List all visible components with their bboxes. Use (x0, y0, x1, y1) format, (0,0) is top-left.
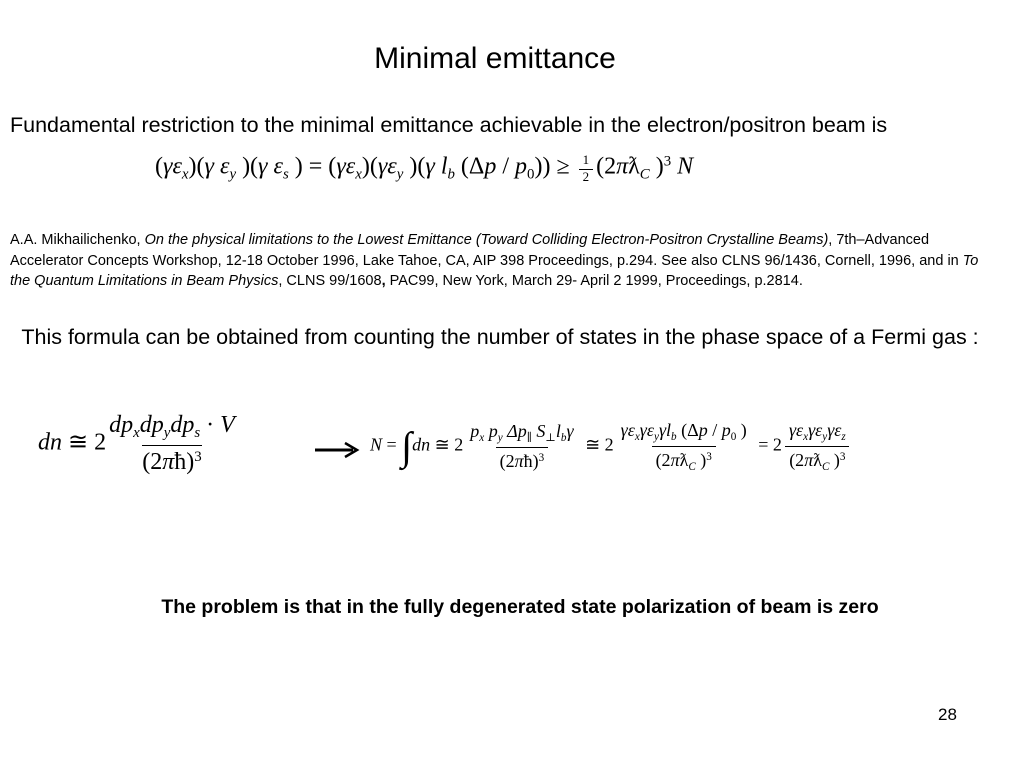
page-number: 28 (938, 705, 957, 724)
reference-part2: , 7th–Advanced Accelerator Concepts Workshop, 12-18 October 1996, Lake Tahoe, CA, AIP 398 Proceedings, p.294. See also CLNS 96/1436, Cornell, 1996, and in (10, 232, 963, 269)
formula-dn: dn ≅ 2 $\frac{dp_xdp_ydp_s \cdot V}{(2\pi ħ)^3}$ (38, 412, 235, 476)
formula-main: $(\gamma\varepsilon_x)(\gamma$ $\varepsilon_y$ )(γ $\varepsilon_s$ ) = $(\gamma\varepsilon_x)(\gamma\varepsilon_y$ )(γ $l_b$ $(\Delta p / p_0)$) ≥ $\frac{1}{2}$ ($2\pi ƛ_C$ )$^3$ N (155, 152, 694, 184)
reference-part3: , CLNS 99/1608 (278, 273, 382, 289)
conclusion-text: The problem is that in the fully degenerated state polarization of beam is zero (161, 596, 879, 618)
reference-part1: A.A. Mikhailichenko, (10, 232, 145, 248)
reference-title1: On the physical limitations to the Lowest Emittance (Toward Colliding Electron-Positron Crystalline Beams) (144, 232, 829, 248)
intro-text: Fundamental restriction to the minimal emittance achievable in the electron/positron beam is (10, 113, 888, 137)
reference-title2: To the Quantum Limitations in Beam Physics (10, 252, 979, 289)
reference-part4: PAC99, New York, March 29- April 2 1999, Proceedings, p.2814. (385, 273, 803, 289)
formula-N: N = ∫dn ≅ 2 $\frac{p_x p_y \Delta p_\parallel S_\perp l_b\gamma}{(2\pi ħ)^3}$ ≅ 2 $\frac{\gamma\varepsilon_x\gamma\varepsilon_y\gamma l_b (\Delta p / p_0 )}{(2\pi ƛ_C )^3}$ = 2 $\frac{\gamma\varepsilon_x\gamma\varepsilon_y\gamma\varepsilon_z}{(2\pi ƛ_C )^3}$ (370, 420, 853, 473)
explanation-text: This formula can be obtained from counting the number of states in the phase space of a Fermi gas : (21, 325, 979, 349)
reference-part3-bold: , (381, 273, 386, 289)
slide-title: Minimal emittance (374, 42, 616, 75)
reference-citation (10, 230, 995, 292)
right-arrow-icon (313, 440, 361, 460)
